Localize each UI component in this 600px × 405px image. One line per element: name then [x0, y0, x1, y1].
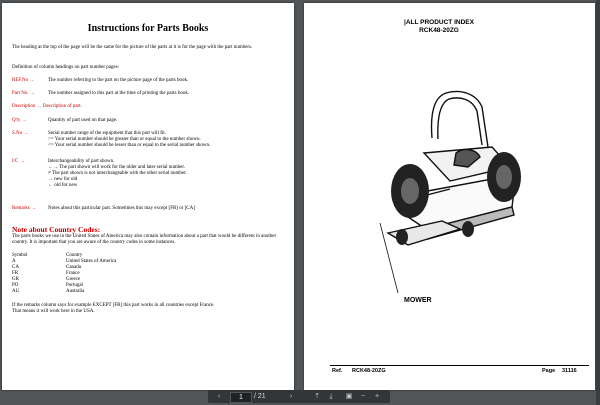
index-header	[404, 19, 474, 35]
definition-text: Definition of column headings on part number pages:	[12, 65, 120, 70]
remarks-label: Remarks →	[12, 206, 37, 211]
previous-page-icon[interactable]: ‹	[217, 393, 221, 400]
page-number-input[interactable]: 1	[230, 392, 252, 403]
next-page-icon[interactable]: ›	[289, 393, 293, 400]
country-codes-heading: Note about Country Codes:	[12, 225, 101, 234]
country-symbol: GR	[12, 277, 19, 282]
ic-label: I/C →	[12, 159, 25, 164]
first-page-icon[interactable]: ⤒	[315, 393, 319, 400]
closing-text-1: If the remarks column says for example EXCEPT [FR] this part works in all countries except France.	[12, 303, 215, 308]
qty-desc: Quantity of part used on that page.	[48, 118, 118, 123]
footer-ref-label: Ref.	[332, 368, 343, 374]
ic-line-not: ≠ The part shown is not interchangeable with the other serial number.	[48, 171, 187, 176]
ic-line-both: ←→ The part shown will work for the older and later serial number.	[48, 165, 185, 170]
page-title: Instructions for Parts Books	[87, 23, 209, 34]
sno-line-lte: <= Your serial number should be lesser than or equal to the serial number shown.	[48, 143, 211, 148]
closing-text-2: That means it will work here in the USA.	[12, 309, 95, 314]
left-page	[2, 3, 294, 390]
country-codes-text: The parts books we use in the United States of America may also contain information about a part that would be different in another country. It is important that you are aware of the country codes in some instances.	[12, 234, 277, 245]
part-no-desc: The number assigned to this part at the time of printing the parts book.	[48, 91, 190, 96]
footer-page: 31116	[562, 368, 577, 374]
sno-label: S.No →	[12, 131, 29, 136]
pdf-toolbar	[208, 390, 390, 403]
remarks-desc: Notes about this particular part. Sometimes this may except [FR] or [CA]	[48, 206, 195, 211]
country-name: United States of America	[66, 259, 117, 264]
ref-no-label: REF.No →	[12, 78, 35, 83]
mower-label: MOWER	[404, 297, 432, 304]
page-total: / 21	[254, 393, 266, 400]
last-page-icon[interactable]: ⤓	[329, 393, 333, 400]
country-header: Country	[66, 253, 83, 258]
country-name: Australia	[66, 289, 85, 294]
footer-page-label: Page	[542, 368, 556, 374]
zoom-in-icon[interactable]: +	[374, 393, 380, 400]
model-number: RCK48-20ZG	[419, 27, 459, 34]
ref-no-desc: The number referring to the part on the picture page of the parts book.	[48, 78, 189, 83]
country-name: Portugal	[66, 283, 83, 288]
right-page	[304, 3, 595, 390]
ic-line-old: ← old for new	[48, 183, 78, 188]
mower-illustration	[364, 83, 534, 293]
footer-rule	[330, 365, 589, 366]
zoom-out-icon[interactable]: −	[360, 393, 366, 400]
country-name: France	[66, 271, 80, 276]
index-title: |ALL PRODUCT INDEX	[404, 19, 474, 26]
country-symbol: A	[12, 259, 16, 264]
part-no-label: Part No. →	[12, 91, 35, 96]
fit-page-icon[interactable]: ▣	[345, 393, 353, 400]
ic-desc: Interchangeability of part shown.	[48, 159, 115, 164]
intro-text: The heading at the top of the page will be the same for the picture of the parts at it is for the page with the part numbers.	[12, 45, 253, 50]
country-name: Canada	[66, 265, 81, 270]
ic-line-new: → new for old	[48, 177, 78, 182]
description-label: Description → Description of part.	[12, 104, 82, 109]
country-name: Greece	[66, 277, 81, 282]
symbol-header: Symbol	[12, 253, 28, 258]
country-symbol: FR	[12, 271, 19, 276]
country-symbol: PO	[12, 283, 19, 288]
sno-line-gte: >= Your serial number should be greater than or equal to the number shown.	[48, 137, 201, 142]
sno-desc: Serial number range of the equipment that this part will fit.	[48, 131, 166, 136]
vertical-scrollbar[interactable]	[596, 0, 600, 405]
country-symbol: AU	[12, 289, 20, 294]
footer-ref: RCK48-20ZG	[352, 368, 386, 374]
country-symbol: CA	[12, 265, 19, 270]
qty-label: Q'ty →	[12, 118, 27, 123]
